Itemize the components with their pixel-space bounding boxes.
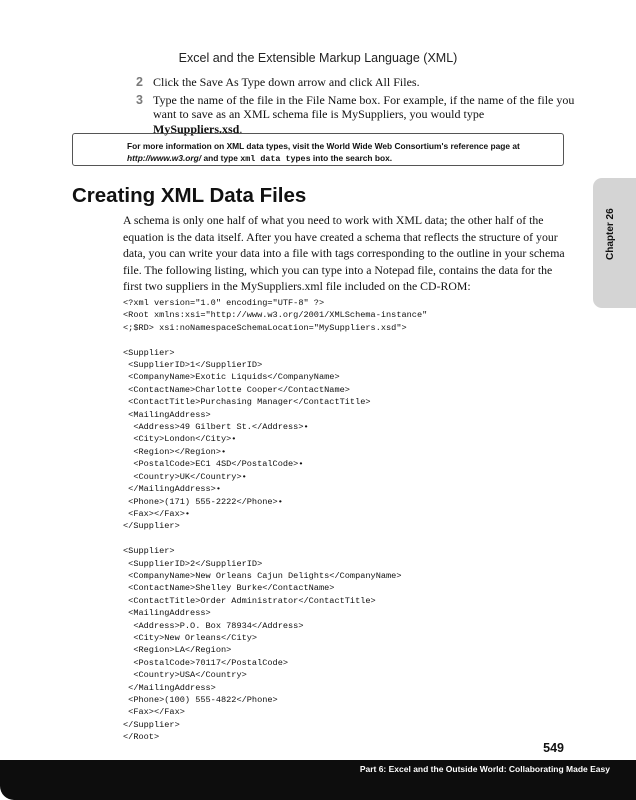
body-paragraph: A schema is only one half of what you need to work with XML data; the other half of the equation is the data itself. After you have created a schema that reflects the structure of your data, you can write your data into a file with tags corresponding to the outline in your schema file. The following listing, which you can type into a Notepad file, contains the data for the first two suppliers in the MySuppliers.xml file included on the CD-ROM: bbox=[123, 213, 565, 293]
code-line: <Supplier> bbox=[123, 347, 175, 358]
code-line: <Address>49 Gilbert St.</Address>• bbox=[123, 422, 309, 433]
step-list bbox=[136, 75, 576, 139]
code-line: <CompanyName>Exotic Liquids</CompanyName> bbox=[123, 372, 340, 383]
code-line: <Region>LA</Region> bbox=[123, 645, 232, 656]
step-item bbox=[136, 93, 576, 137]
code-listing bbox=[123, 297, 427, 744]
code-line: </Root> bbox=[123, 732, 160, 743]
running-head: Excel and the Extensible Markup Language (XML) bbox=[178, 51, 458, 65]
code-line: <PostalCode>70117</PostalCode> bbox=[123, 657, 289, 668]
step-filename: MySuppliers.xsd bbox=[153, 121, 240, 136]
step-text-end: . bbox=[239, 121, 243, 136]
code-line: <City>London</City>• bbox=[123, 434, 237, 445]
code-line: <ContactName>Shelley Burke</ContactName> bbox=[123, 583, 335, 594]
note-url[interactable]: http://www.w3.org/ bbox=[127, 153, 202, 163]
code-line: <Country>USA</Country> bbox=[123, 670, 247, 681]
page-number: 549 bbox=[543, 741, 564, 755]
code-line: <Country>UK</Country>• bbox=[123, 471, 247, 482]
code-line: </MailingAddress> bbox=[123, 682, 216, 693]
section-heading: Creating XML Data Files bbox=[72, 184, 307, 207]
code-line: <SupplierID>1</SupplierID> bbox=[123, 360, 263, 371]
code-line: <SupplierID>2</SupplierID> bbox=[123, 558, 263, 569]
note-text-2: and type bbox=[201, 153, 241, 163]
code-line: <;$RD> xsi:noNamespaceSchemaLocation="MySuppliers.xsd"> bbox=[123, 322, 407, 333]
code-line: <MailingAddress> bbox=[123, 608, 211, 619]
code-line: <ContactName>Charlotte Cooper</ContactName> bbox=[123, 384, 350, 395]
code-line: <ContactTitle>Order Administrator</ContactTitle> bbox=[123, 595, 376, 606]
code-line: <MailingAddress> bbox=[123, 409, 211, 420]
code-line: <Supplier> bbox=[123, 546, 175, 557]
step-number: 3 bbox=[136, 92, 143, 107]
code-line: <City>New Orleans</City> bbox=[123, 632, 258, 643]
step-text bbox=[153, 93, 576, 137]
footer-bar bbox=[0, 760, 636, 800]
code-line: <CompanyName>New Orleans Cajun Delights</CompanyName> bbox=[123, 570, 402, 581]
footer-text: Part 6: Excel and the Outside World: Collaborating Made Easy bbox=[359, 764, 610, 774]
code-line: </Supplier> bbox=[123, 719, 180, 730]
code-line: <Phone>(171) 555-2222</Phone>• bbox=[123, 496, 283, 507]
note-text: For more information on XML data types, visit the World Wide Web Consortium's reference page at bbox=[127, 141, 520, 151]
note-code: xml data types bbox=[240, 154, 311, 164]
step-item bbox=[136, 75, 576, 90]
code-line: <?xml version="1.0" encoding="UTF-8" ?> bbox=[123, 298, 325, 308]
code-line: <Root xmlns:xsi="http://www.w3.org/2001/XMLSchema-instance" bbox=[123, 310, 428, 321]
note-box bbox=[72, 133, 564, 166]
chapter-tab-label: Chapter 26 bbox=[605, 208, 616, 260]
code-line: <Fax></Fax>• bbox=[123, 508, 191, 519]
code-line: <Fax></Fax> bbox=[123, 707, 185, 718]
code-line: <Region></Region>• bbox=[123, 446, 227, 457]
code-line: <Address>P.O. Box 78934</Address> bbox=[123, 620, 304, 631]
code-line: <Phone>(100) 555-4822</Phone> bbox=[123, 695, 278, 705]
code-line: <ContactTitle>Purchasing Manager</ContactTitle> bbox=[123, 397, 371, 408]
note-text-3: into the search box. bbox=[310, 153, 393, 163]
code-line: </MailingAddress>• bbox=[123, 484, 221, 495]
step-text-main: Type the name of the file in the File Name box. For example, if the name of the file you want to save as an XML schema file is MySuppliers, you would type bbox=[153, 92, 575, 121]
code-line: </Supplier> bbox=[123, 521, 180, 532]
step-number: 2 bbox=[136, 75, 143, 89]
step-text: Click the Save As Type down arrow and click All Files. bbox=[153, 75, 420, 89]
code-line: <PostalCode>EC1 4SD</PostalCode>• bbox=[123, 459, 304, 470]
chapter-tab bbox=[593, 178, 636, 308]
